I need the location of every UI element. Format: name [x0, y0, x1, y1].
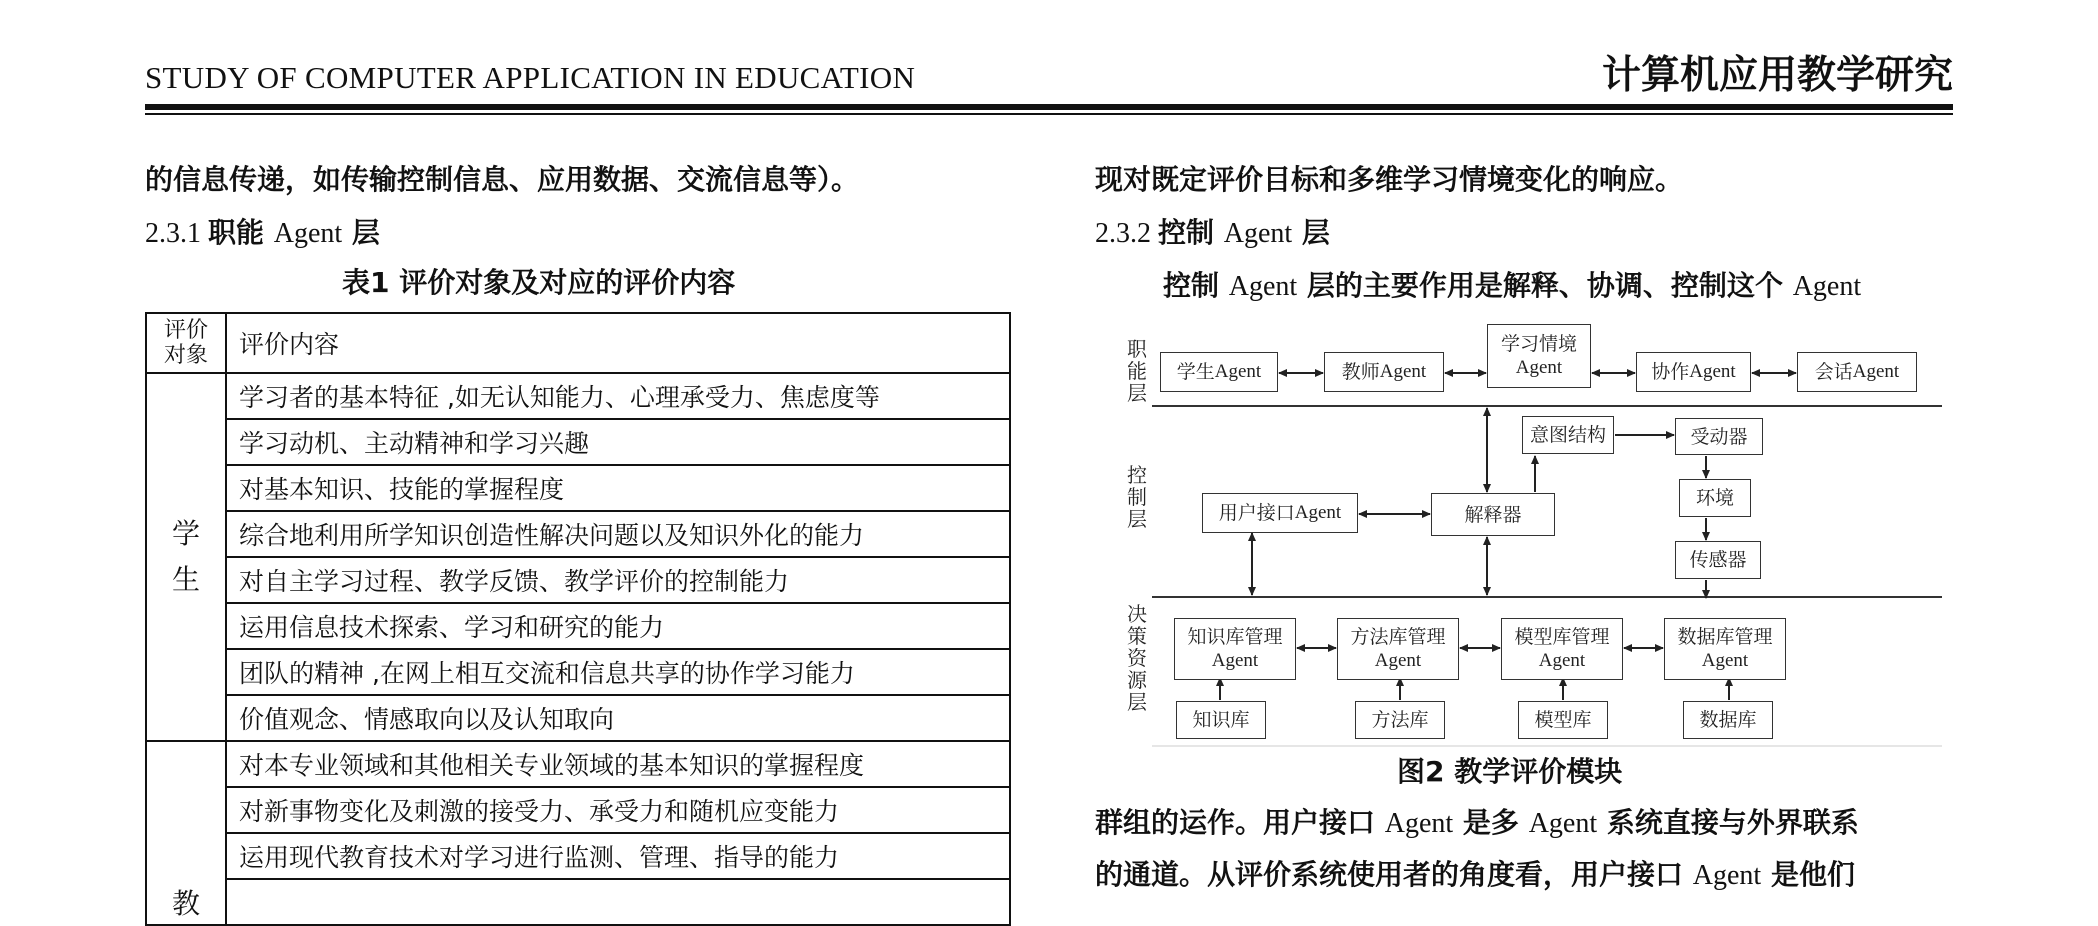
box-label-zh: 模型库管理 [1514, 626, 1610, 648]
table-cell: 学习者的基本特征 ,如无认知能力、心理承受力、焦虑度等 [226, 373, 1010, 419]
char: 决 [1127, 602, 1147, 626]
section-title-en: Agent [273, 218, 343, 249]
table-row [146, 603, 1010, 649]
sensor-box: 传感器 [1675, 541, 1761, 579]
table-cell: 对基本知识、技能的掌握程度 [226, 465, 1010, 511]
method-base-manager-box [1337, 618, 1459, 680]
table-row [146, 557, 1010, 603]
box-label-en: Agent [1294, 502, 1342, 523]
group-student [146, 373, 226, 741]
database-manager-box [1664, 618, 1786, 680]
table-row [146, 465, 1010, 511]
char: 制 [1127, 485, 1147, 509]
environment-box: 环境 [1679, 479, 1751, 517]
table-cell: 对本专业领域和其他相关专业领域的基本知识的掌握程度 [226, 741, 1010, 787]
intent-structure-box: 意图结构 [1522, 416, 1614, 454]
table-row [146, 741, 1010, 787]
table-row [146, 511, 1010, 557]
box-label-en: Agent [1515, 357, 1563, 378]
table-cell [226, 879, 1010, 925]
box-label-zh: 数据库管理 [1677, 626, 1773, 648]
group-student-char1: 学 [171, 517, 200, 550]
box-label-zh: 知识库管理 [1187, 626, 1283, 648]
knowledge-base-box: 知识库 [1176, 701, 1266, 739]
char: 层 [1127, 381, 1147, 405]
box-label-en: Agent [1689, 361, 1736, 382]
figure-caption: 图2 教学评价模块 [1397, 755, 1623, 788]
evaluation-table [145, 312, 1011, 926]
group-teacher-char1: 教 [171, 887, 200, 920]
journal-title-zh: 计算机应用教学研究 [1601, 53, 1953, 98]
section-title-en: Agent [1223, 218, 1293, 249]
char: 层 [1127, 690, 1147, 714]
box-label-zh: 会话 [1814, 361, 1853, 383]
text-span: 系统直接与外界联系 [1597, 806, 1859, 839]
text-span-en: Agent [1792, 271, 1862, 302]
left-paragraph-line: 的信息传递，如传输控制信息、应用数据、交流信息等）。 [145, 163, 860, 196]
table-cell: 运用现代教育技术对学习进行监测、管理、指导的能力 [226, 833, 1010, 879]
text-span-en: Agent [1384, 808, 1454, 839]
model-base-manager-box [1501, 618, 1623, 680]
right-paragraph-line [1095, 858, 1855, 893]
group-teacher [146, 741, 226, 925]
layer-label-control [1126, 464, 1148, 530]
table-cell: 团队的精神 ,在网上相互交流和信息共享的协作学习能力 [226, 649, 1010, 695]
char: 职 [1127, 337, 1147, 361]
database-box: 数据库 [1683, 701, 1773, 739]
right-paragraph-line: 现对既定评价目标和多维学习情境变化的响应。 [1095, 163, 1684, 196]
char: 能 [1127, 359, 1147, 383]
section-number: 2.3.2 [1095, 218, 1158, 249]
box-label-en: Agent [1214, 361, 1262, 382]
text-span: 层的主要作用是解释、协调、控制这个 [1297, 269, 1793, 302]
table-row [146, 649, 1010, 695]
layer-label-decision [1126, 603, 1148, 713]
table-cell: 价值观念、情感取向以及认知取向 [226, 695, 1010, 741]
box-label-en: Agent [1374, 650, 1422, 671]
table-row [146, 879, 1010, 925]
right-paragraph-line [1095, 806, 1859, 841]
text-span: 群组的运作。用户接口 [1095, 806, 1385, 839]
figure-teaching-evaluation-module [1112, 318, 1942, 750]
box-label-zh: 学生 [1176, 361, 1215, 383]
table-row [146, 833, 1010, 879]
box-label-zh: 教师 [1341, 361, 1380, 383]
text-span-en: Agent [1228, 271, 1298, 302]
char: 资 [1127, 646, 1147, 670]
group-student-char2: 生 [171, 563, 200, 596]
teacher-agent-box [1324, 352, 1444, 392]
section-title-zh: 控制 [1158, 216, 1224, 249]
layer-label-function [1126, 338, 1148, 404]
box-label-zh: 用户接口 [1218, 502, 1295, 524]
header-object-line1: 评价 [163, 318, 208, 343]
table-cell: 对新事物变化及刺激的接受力、承受力和随机应变能力 [226, 787, 1010, 833]
interpreter-box: 解释器 [1431, 493, 1555, 536]
journal-title-en: STUDY OF COMPUTER APPLICATION IN EDUCATION [145, 60, 916, 95]
text-span: 是多 [1453, 806, 1529, 839]
section-title-zh-suffix: 层 [1292, 216, 1330, 249]
char: 策 [1127, 624, 1147, 648]
effector-box: 受动器 [1675, 418, 1763, 455]
table-row [146, 373, 1010, 419]
table-header-content: 评价内容 [226, 313, 1010, 373]
student-agent-box [1160, 352, 1278, 392]
section-heading-2-3-2 [1095, 216, 1330, 251]
method-base-box: 方法库 [1355, 701, 1445, 739]
table-cell: 综合地利用所学知识创造性解决问题以及知识外化的能力 [226, 511, 1010, 557]
text-span-en: Agent [1528, 808, 1598, 839]
box-label-en: Agent [1211, 650, 1259, 671]
header-object-line2: 对象 [163, 343, 208, 368]
table-caption: 表1 评价对象及对应的评价内容 [342, 266, 736, 299]
user-interface-agent-box [1202, 493, 1358, 533]
learning-situation-agent-box [1487, 324, 1591, 388]
box-label-en: Agent [1379, 361, 1427, 382]
table-row [146, 787, 1010, 833]
text-span: 的通道。从评价系统使用者的角度看，用户接口 [1095, 858, 1693, 891]
box-label-en: Agent [1701, 650, 1749, 671]
table-cell: 对自主学习过程、教学反馈、教学评价的控制能力 [226, 557, 1010, 603]
text-span: 是他们 [1761, 858, 1855, 891]
table-row [146, 419, 1010, 465]
box-label-zh: 方法库管理 [1350, 626, 1446, 648]
text-span-en: Agent [1692, 860, 1762, 891]
char: 层 [1127, 507, 1147, 531]
table-row [146, 695, 1010, 741]
table-cell: 学习动机、主动精神和学习兴趣 [226, 419, 1010, 465]
model-base-box: 模型库 [1518, 701, 1608, 739]
char: 控 [1127, 463, 1147, 487]
table-header-row [146, 313, 1010, 373]
right-paragraph-intro [1163, 269, 1861, 304]
section-title-zh: 职能 [208, 216, 274, 249]
table-clip [0, 0, 1030, 920]
session-agent-box [1797, 352, 1917, 392]
char: 源 [1127, 668, 1147, 692]
table-header-object [146, 313, 226, 373]
box-label-zh: 协作 [1651, 361, 1690, 383]
box-label-zh: 学习情境 [1500, 333, 1577, 355]
section-title-zh-suffix: 层 [342, 216, 380, 249]
box-label-en: Agent [1538, 650, 1586, 671]
box-label-en: Agent [1852, 361, 1900, 382]
section-number: 2.3.1 [145, 218, 208, 249]
cooperation-agent-box [1636, 352, 1751, 392]
table-cell: 运用信息技术探索、学习和研究的能力 [226, 603, 1010, 649]
knowledge-base-manager-box [1174, 618, 1296, 680]
text-span: 控制 [1163, 269, 1229, 302]
